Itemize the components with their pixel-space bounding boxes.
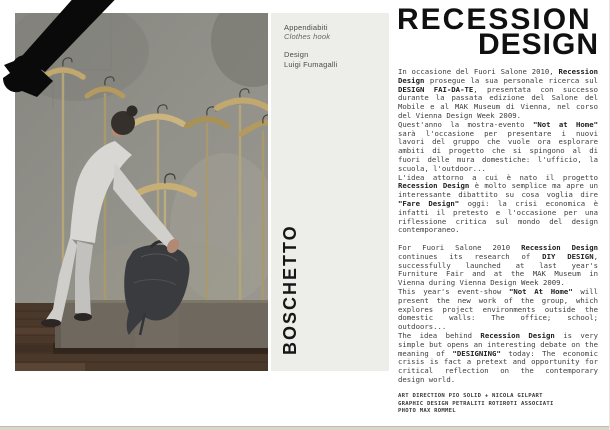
info-panel <box>271 13 389 371</box>
paragraph: The idea behind Recession Design is very simple but opens an interesting debate on the meaning of "DESIGNING" today: The economic crisis is fact a pretext and opportunity for critical reflection on the contemporary design world. <box>398 330 598 384</box>
page-title-line2: DESIGN <box>477 27 599 61</box>
product-title-vertical: BOSCHETTO <box>280 224 300 355</box>
credit-line: GRAPHIC DESIGN PETRALITI ROTIROTI ASSOCIATI <box>398 400 554 407</box>
page-title-line1: RECESSION <box>397 3 592 36</box>
article-text-english <box>398 244 598 385</box>
credits <box>398 393 598 415</box>
hammer-icon <box>0 0 132 106</box>
paragraph: In occasione del Fuori Salone 2010, Recession Design prosegue la sua personale ricerca sul DESIGN FAI-DA-TE, presentata con successo durante la passata edizione del Salone del Mobile e al MAK Museum di Vienna, nel corso del Vienna Design Week 2009. <box>398 67 598 120</box>
design-label: Design <box>284 50 309 60</box>
credit-line: PHOTO MAX ROMMEL <box>398 408 456 415</box>
paragraph: This year's event-show "Not At Home" will present the new work of the group, which explores project environments outside the domestic walls: The office; school; outdoors... <box>398 286 598 332</box>
page-title <box>397 3 599 61</box>
designer-name: Luigi Fumagalli <box>284 59 338 69</box>
paragraph: For Fuori Salone 2010 Recession Design continues its research of DIY DESIGN, successfully launched at last year's Furniture Fair and at the MAK Museum in Vienna during Vienna Design Week 2009. <box>398 242 598 288</box>
product-type-it: Appendiabiti <box>284 23 328 32</box>
credit-line: ART DIRECTION PIO SOLID + NICOLA GILPART <box>398 393 543 400</box>
product-info <box>284 23 337 69</box>
paragraph: Quest'anno la mostra-evento "Not at Home" sarà l'occasione per presentare i nuovi lavori del gruppo che vuole ora esplorare ambiti di progetto che si spingono al di fuori delle mura domestiche: l'ufficio, la scuola, l'outdoor... <box>398 119 598 173</box>
paragraph: L'idea attorno a cui è nato il progetto Recession Design è molto semplice ma apre un interessante dibattito su cosa voglia dire "Fare Design" oggi: la crisi economica è infatti il pretesto e l'occasione per una riflessione critica sul mondo del design contemporaneo. <box>398 172 598 235</box>
article-body <box>398 68 598 416</box>
window-bottom-edge <box>0 426 610 430</box>
article-text-italian <box>398 68 598 235</box>
product-type-en: Clothes hook <box>284 32 331 42</box>
